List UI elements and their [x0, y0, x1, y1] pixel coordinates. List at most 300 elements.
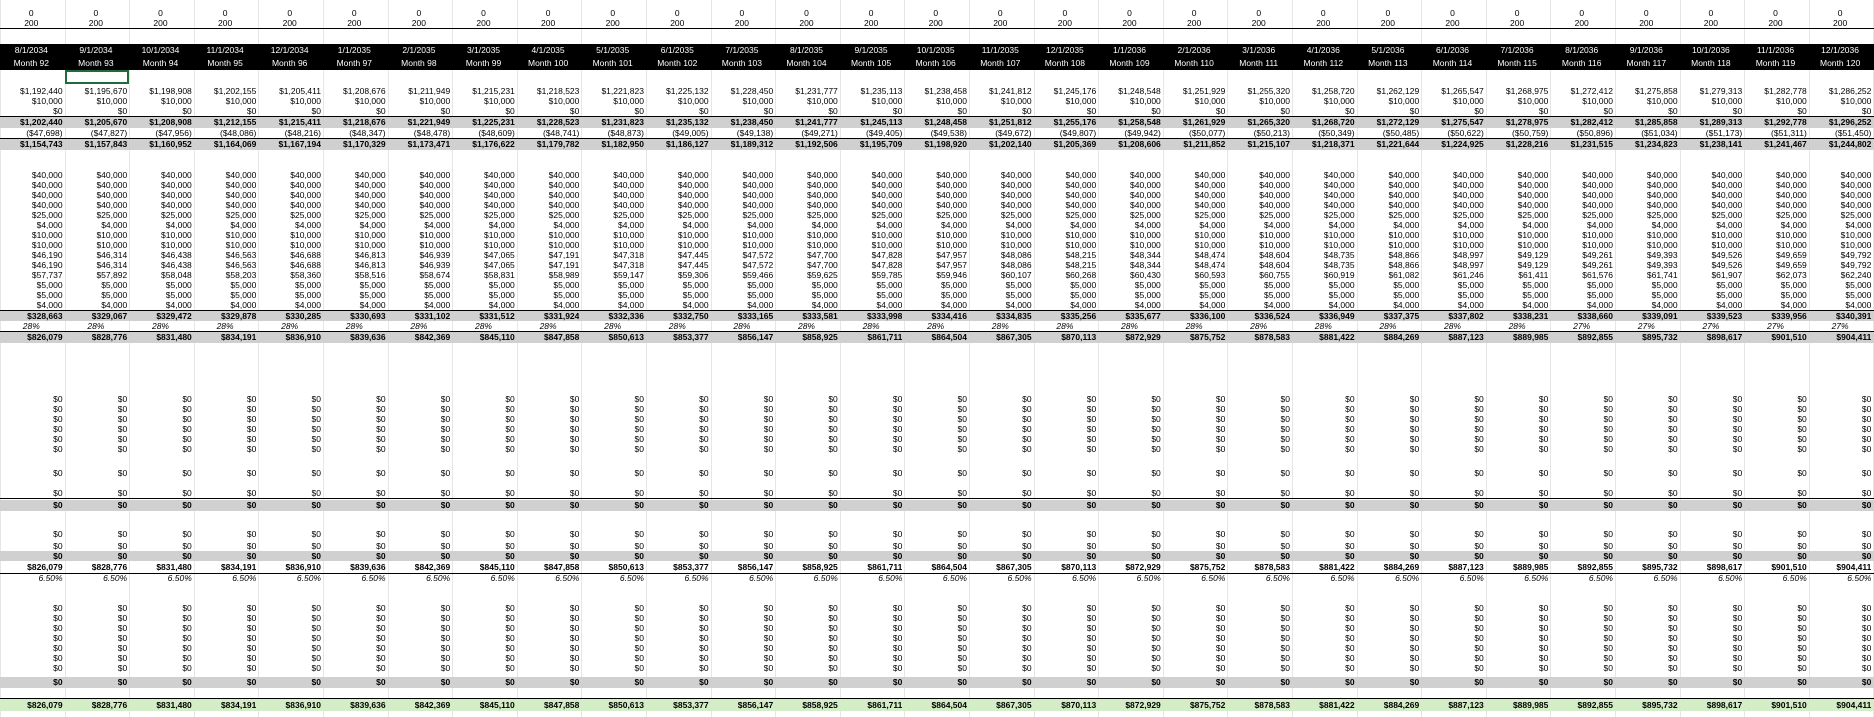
- cell-c40[interactable]: $40,000: [354, 190, 386, 200]
- cell-r_a[interactable]: $10,000: [1000, 96, 1032, 106]
- cell-zero[interactable]: $0: [1086, 551, 1097, 561]
- cell-zero[interactable]: $0: [634, 529, 644, 539]
- cell-c4[interactable]: $4,000: [1845, 220, 1872, 230]
- cell-zero[interactable]: $0: [1861, 414, 1872, 424]
- cell-zero[interactable]: $0: [311, 424, 321, 434]
- cell-zero[interactable]: $0: [763, 663, 774, 673]
- cell-r_rate[interactable]: 6.50%: [1524, 573, 1549, 583]
- cell-r_ebit[interactable]: $864,504: [931, 332, 967, 342]
- cell-zero[interactable]: $0: [117, 663, 128, 673]
- cell-r_ebit[interactable]: $889,985: [1512, 700, 1549, 710]
- cell-r_pct[interactable]: 28%: [216, 321, 234, 331]
- cell-c10[interactable]: $10,000: [161, 240, 192, 250]
- cell-date[interactable]: 3/1/2035: [466, 45, 501, 55]
- cell-r_c1[interactable]: $46,563: [225, 250, 257, 260]
- cell-month[interactable]: Month 120: [1820, 58, 1861, 68]
- cell-zero[interactable]: $0: [376, 613, 386, 623]
- cell-zero[interactable]: $0: [117, 500, 128, 510]
- cell-r_ebit[interactable]: $834,191: [220, 700, 257, 710]
- cell-c40[interactable]: $40,000: [1000, 180, 1032, 190]
- cell-zero[interactable]: $0: [828, 488, 838, 498]
- cell-c25[interactable]: $25,000: [1711, 210, 1743, 220]
- cell-c10[interactable]: $10,000: [290, 240, 321, 250]
- cell-zero[interactable]: $0: [763, 424, 774, 434]
- cell-zero[interactable]: $0: [182, 541, 192, 551]
- cell-c40[interactable]: $40,000: [548, 190, 580, 200]
- cell-r_c2[interactable]: $46,438: [161, 260, 192, 270]
- cell-month[interactable]: Month 96: [271, 58, 308, 68]
- cell-r_neg[interactable]: ($49,405): [866, 128, 903, 138]
- cell-c5[interactable]: $5,000: [1845, 280, 1872, 290]
- cell-zero[interactable]: $0: [440, 488, 451, 498]
- cell-zero[interactable]: $0: [892, 394, 903, 404]
- cell-r_net[interactable]: $1,182,950: [601, 139, 644, 149]
- cell-zero[interactable]: $0: [1345, 623, 1355, 633]
- cell-r_ebit[interactable]: $881,422: [1319, 562, 1355, 572]
- cell-top_days[interactable]: 200: [1057, 18, 1072, 28]
- cell-zero[interactable]: $0: [1345, 529, 1355, 539]
- cell-top_counter[interactable]: 0: [1708, 8, 1714, 18]
- cell-r_tot[interactable]: $1,235,132: [666, 117, 709, 127]
- cell-zero[interactable]: $0: [440, 633, 451, 643]
- cell-c10[interactable]: $10,000: [419, 240, 451, 250]
- cell-r_c1[interactable]: $47,700: [807, 250, 838, 260]
- cell-r_c4[interactable]: $4,000: [1393, 300, 1420, 310]
- cell-r_pct[interactable]: 28%: [539, 321, 557, 331]
- cell-zero[interactable]: $0: [246, 541, 257, 551]
- cell-c40[interactable]: $40,000: [1517, 180, 1549, 190]
- cell-r_b[interactable]: $0: [1022, 106, 1032, 116]
- cell-r_c2[interactable]: $49,792: [1840, 260, 1872, 270]
- cell-c5[interactable]: $5,000: [747, 290, 774, 300]
- cell-c40[interactable]: $40,000: [613, 180, 644, 190]
- cell-zero[interactable]: $0: [376, 643, 386, 653]
- cell-c10[interactable]: $10,000: [1388, 240, 1420, 250]
- cell-zero[interactable]: $0: [1151, 663, 1161, 673]
- cell-c10[interactable]: $10,000: [1582, 240, 1613, 250]
- cell-r_neg[interactable]: ($50,896): [1576, 128, 1613, 138]
- cell-c10[interactable]: $10,000: [1776, 240, 1807, 250]
- cell-zero[interactable]: $0: [246, 623, 257, 633]
- cell-c40[interactable]: $40,000: [161, 180, 192, 190]
- cell-c25[interactable]: $25,000: [225, 210, 257, 220]
- cell-r_neg[interactable]: ($50,213): [1253, 128, 1290, 138]
- cell-r_c2[interactable]: $47,828: [871, 260, 903, 270]
- cell-top_counter[interactable]: 0: [158, 8, 163, 18]
- cell-date[interactable]: 8/1/2034: [14, 45, 48, 55]
- cell-zero[interactable]: $0: [1861, 633, 1872, 643]
- cell-zero[interactable]: $0: [1215, 414, 1226, 424]
- cell-zero[interactable]: $0: [1409, 613, 1420, 623]
- cell-zero[interactable]: $0: [1732, 663, 1743, 673]
- cell-zero[interactable]: $0: [1668, 394, 1678, 404]
- cell-r_c1[interactable]: $48,215: [1065, 250, 1097, 260]
- cell-r_tot[interactable]: $1,212,155: [213, 117, 257, 127]
- cell-c10[interactable]: $10,000: [1776, 230, 1807, 240]
- cell-zero[interactable]: $0: [1603, 653, 1613, 663]
- cell-zero[interactable]: $0: [828, 643, 838, 653]
- cell-r_net[interactable]: $1,238,141: [1699, 139, 1743, 149]
- cell-c25[interactable]: $25,000: [484, 210, 515, 220]
- cell-r_exp[interactable]: $330,693: [350, 311, 386, 321]
- cell-c10[interactable]: $10,000: [1711, 230, 1743, 240]
- cell-zero[interactable]: $0: [1861, 603, 1872, 613]
- cell-c4[interactable]: $4,000: [488, 220, 515, 230]
- cell-r_rate[interactable]: 6.50%: [38, 573, 63, 583]
- cell-zero[interactable]: $0: [117, 488, 128, 498]
- cell-r_c3[interactable]: $59,785: [871, 270, 903, 280]
- cell-r_ebit[interactable]: $828,776: [91, 332, 128, 342]
- cell-r_pct[interactable]: 28%: [281, 321, 299, 331]
- cell-c5[interactable]: $5,000: [1651, 290, 1678, 300]
- cell-r_c1[interactable]: $48,866: [1388, 250, 1420, 260]
- cell-c4[interactable]: $4,000: [1716, 220, 1743, 230]
- cell-r_neg[interactable]: ($49,807): [1059, 128, 1097, 138]
- cell-zero[interactable]: $0: [569, 424, 580, 434]
- cell-c40[interactable]: $40,000: [613, 170, 644, 180]
- cell-r_ebit[interactable]: $853,377: [673, 332, 709, 342]
- cell-r_a[interactable]: $10,000: [936, 96, 967, 106]
- cell-r_c2[interactable]: $47,065: [484, 260, 515, 270]
- cell-r_ebit[interactable]: $856,147: [737, 700, 774, 710]
- cell-month[interactable]: Month 116: [1561, 58, 1602, 68]
- cell-r_c3[interactable]: $60,430: [1130, 270, 1161, 280]
- cell-c40[interactable]: $40,000: [419, 170, 451, 180]
- cell-r_tot[interactable]: $1,296,252: [1828, 117, 1872, 127]
- cell-r_c2[interactable]: $48,344: [1130, 260, 1161, 270]
- cell-r_rate[interactable]: 6.50%: [1718, 573, 1743, 583]
- cell-c5[interactable]: $5,000: [1716, 280, 1743, 290]
- cell-zero[interactable]: $0: [957, 541, 967, 551]
- cell-zero[interactable]: $0: [569, 468, 580, 478]
- cell-r_neg[interactable]: ($51,173): [1705, 128, 1743, 138]
- cell-c10[interactable]: $10,000: [1582, 230, 1613, 240]
- cell-c5[interactable]: $5,000: [1780, 290, 1807, 300]
- cell-zero[interactable]: $0: [1345, 643, 1355, 653]
- cell-zero[interactable]: $0: [892, 623, 903, 633]
- cell-r_neg[interactable]: ($47,698): [26, 128, 63, 138]
- cell-zero[interactable]: $0: [1151, 603, 1161, 613]
- cell-c40[interactable]: $40,000: [871, 200, 903, 210]
- cell-top_counter[interactable]: 0: [674, 8, 680, 18]
- cell-r_b[interactable]: $0: [505, 106, 515, 116]
- cell-zero[interactable]: $0: [53, 541, 63, 551]
- cell-zero[interactable]: $0: [892, 488, 903, 498]
- cell-zero[interactable]: $0: [1797, 677, 1807, 687]
- cell-zero[interactable]: $0: [311, 663, 321, 673]
- cell-zero[interactable]: $0: [634, 677, 644, 687]
- cell-zero[interactable]: $0: [1409, 551, 1420, 561]
- cell-c40[interactable]: $40,000: [1388, 200, 1420, 210]
- cell-r_net[interactable]: $1,231,515: [1570, 139, 1613, 149]
- cell-r_c1[interactable]: $47,957: [936, 250, 967, 260]
- cell-zero[interactable]: $0: [505, 424, 515, 434]
- cell-zero[interactable]: $0: [1474, 653, 1484, 663]
- cell-zero[interactable]: $0: [1280, 677, 1290, 687]
- cell-c40[interactable]: $40,000: [1840, 190, 1872, 200]
- cell-month[interactable]: Month 93: [78, 58, 114, 68]
- cell-zero[interactable]: $0: [763, 529, 774, 539]
- cell-r_ebit[interactable]: $856,147: [737, 562, 774, 572]
- cell-zero[interactable]: $0: [1668, 623, 1678, 633]
- cell-r_base[interactable]: $1,218,523: [536, 86, 580, 96]
- cell-top_counter[interactable]: 0: [545, 8, 551, 18]
- cell-zero[interactable]: $0: [1409, 603, 1420, 613]
- cell-r_ebit[interactable]: $892,855: [1577, 562, 1613, 572]
- cell-c40[interactable]: $40,000: [613, 190, 644, 200]
- cell-c5[interactable]: $5,000: [811, 290, 838, 300]
- cell-zero[interactable]: $0: [440, 394, 451, 404]
- cell-top_counter[interactable]: 0: [1837, 8, 1843, 18]
- cell-c10[interactable]: $10,000: [613, 230, 644, 240]
- cell-zero[interactable]: $0: [1797, 603, 1807, 613]
- cell-zero[interactable]: $0: [634, 541, 644, 551]
- cell-c5[interactable]: $5,000: [1070, 280, 1097, 290]
- cell-top_counter[interactable]: 0: [1256, 8, 1262, 18]
- cell-r_c1[interactable]: $46,688: [290, 250, 321, 260]
- cell-zero[interactable]: $0: [1538, 663, 1549, 673]
- cell-zero[interactable]: $0: [763, 541, 774, 551]
- cell-zero[interactable]: $0: [1668, 677, 1678, 687]
- cell-zero[interactable]: $0: [634, 603, 644, 613]
- cell-r_b[interactable]: $0: [763, 106, 774, 116]
- cell-r_ebit[interactable]: $836,910: [285, 562, 321, 572]
- cell-zero[interactable]: $0: [1151, 529, 1161, 539]
- cell-zero[interactable]: $0: [1345, 468, 1355, 478]
- cell-zero[interactable]: $0: [1797, 500, 1807, 510]
- cell-zero[interactable]: $0: [1345, 663, 1355, 673]
- cell-zero[interactable]: $0: [569, 663, 580, 673]
- cell-month[interactable]: Month 106: [915, 58, 956, 68]
- cell-c40[interactable]: $40,000: [31, 190, 63, 200]
- cell-c40[interactable]: $40,000: [484, 190, 515, 200]
- cell-r_rate[interactable]: 6.50%: [1201, 573, 1226, 583]
- cell-zero[interactable]: $0: [1861, 613, 1872, 623]
- cell-r_c3[interactable]: $58,989: [548, 270, 580, 280]
- cell-c5[interactable]: $5,000: [940, 290, 967, 300]
- cell-zero[interactable]: $0: [957, 623, 967, 633]
- cell-c10[interactable]: $10,000: [225, 240, 257, 250]
- cell-r_b[interactable]: $0: [828, 106, 838, 116]
- cell-zero[interactable]: $0: [1474, 500, 1484, 510]
- cell-zero[interactable]: $0: [1409, 394, 1420, 404]
- cell-top_days[interactable]: 200: [1316, 18, 1331, 28]
- cell-top_days[interactable]: 200: [734, 18, 749, 28]
- cell-zero[interactable]: $0: [182, 551, 192, 561]
- cell-r_a[interactable]: $10,000: [871, 96, 903, 106]
- cell-c25[interactable]: $25,000: [1065, 210, 1097, 220]
- cell-zero[interactable]: $0: [699, 404, 709, 414]
- cell-r_net[interactable]: $1,208,606: [1118, 139, 1161, 149]
- cell-zero[interactable]: $0: [1280, 541, 1290, 551]
- cell-zero[interactable]: $0: [957, 488, 967, 498]
- cell-c4[interactable]: $4,000: [101, 220, 128, 230]
- cell-r_ebit[interactable]: $904,411: [1836, 562, 1872, 572]
- cell-r_c2[interactable]: $47,445: [677, 260, 709, 270]
- cell-r_base[interactable]: $1,272,412: [1570, 86, 1613, 96]
- cell-zero[interactable]: $0: [1668, 541, 1678, 551]
- cell-zero[interactable]: $0: [1345, 424, 1355, 434]
- cell-r_c4[interactable]: $4,000: [940, 300, 967, 310]
- cell-zero[interactable]: $0: [699, 663, 709, 673]
- cell-zero[interactable]: $0: [1797, 424, 1807, 434]
- cell-r_b[interactable]: $0: [440, 106, 451, 116]
- cell-r_pct[interactable]: 28%: [474, 321, 492, 331]
- cell-r_c2[interactable]: $48,474: [1194, 260, 1226, 270]
- cell-zero[interactable]: $0: [1603, 677, 1613, 687]
- cell-zero[interactable]: $0: [117, 404, 128, 414]
- cell-r_ebit[interactable]: $839,636: [350, 562, 386, 572]
- cell-r_c3[interactable]: $62,073: [1776, 270, 1807, 280]
- cell-r_c3[interactable]: $59,306: [677, 270, 709, 280]
- cell-c40[interactable]: $40,000: [1582, 170, 1613, 180]
- cell-c10[interactable]: $10,000: [484, 230, 515, 240]
- cell-date[interactable]: 4/1/2036: [1306, 45, 1340, 55]
- cell-zero[interactable]: $0: [1409, 500, 1420, 510]
- cell-r_ebit[interactable]: $901,510: [1771, 700, 1807, 710]
- cell-zero[interactable]: $0: [1409, 623, 1420, 633]
- cell-c40[interactable]: $40,000: [1711, 180, 1743, 190]
- cell-zero[interactable]: $0: [505, 529, 515, 539]
- cell-r_pct[interactable]: 28%: [22, 321, 40, 331]
- cell-c5[interactable]: $5,000: [1845, 290, 1872, 300]
- cell-zero[interactable]: $0: [699, 643, 709, 653]
- cell-top_counter[interactable]: 0: [933, 8, 939, 18]
- cell-c10[interactable]: $10,000: [677, 240, 709, 250]
- cell-c40[interactable]: $40,000: [225, 200, 257, 210]
- cell-c40[interactable]: $40,000: [548, 200, 580, 210]
- cell-zero[interactable]: $0: [440, 613, 451, 623]
- cell-r_tot[interactable]: $1,215,411: [278, 117, 321, 127]
- cell-month[interactable]: Month 103: [721, 58, 762, 68]
- cell-zero[interactable]: $0: [1603, 424, 1613, 434]
- cell-month[interactable]: Month 105: [851, 58, 892, 68]
- cell-zero[interactable]: $0: [182, 424, 192, 434]
- cell-c40[interactable]: $40,000: [1259, 180, 1290, 190]
- cell-zero[interactable]: $0: [1861, 551, 1872, 561]
- cell-r_a[interactable]: $10,000: [1323, 96, 1355, 106]
- cell-r_base[interactable]: $1,202,155: [213, 86, 257, 96]
- cell-c40[interactable]: $40,000: [484, 200, 515, 210]
- cell-zero[interactable]: $0: [1215, 434, 1226, 444]
- cell-r_b[interactable]: $0: [1474, 106, 1484, 116]
- cell-zero[interactable]: $0: [1538, 414, 1549, 424]
- cell-zero[interactable]: $0: [763, 500, 774, 510]
- cell-r_neg[interactable]: ($48,741): [543, 128, 580, 138]
- cell-c40[interactable]: $40,000: [31, 170, 63, 180]
- cell-date[interactable]: 2/1/2035: [402, 45, 436, 55]
- cell-zero[interactable]: $0: [1668, 653, 1678, 663]
- cell-r_net[interactable]: $1,224,925: [1441, 139, 1484, 149]
- cell-top_days[interactable]: 200: [347, 18, 362, 28]
- cell-zero[interactable]: $0: [1345, 613, 1355, 623]
- cell-r_ebit[interactable]: $826,079: [27, 700, 63, 710]
- cell-zero[interactable]: $0: [1538, 623, 1549, 633]
- cell-c4[interactable]: $4,000: [617, 220, 644, 230]
- cell-c40[interactable]: $40,000: [1453, 190, 1484, 200]
- cell-zero[interactable]: $0: [699, 677, 709, 687]
- cell-top_counter[interactable]: 0: [1450, 8, 1455, 18]
- cell-r_ebit[interactable]: $836,910: [285, 332, 321, 342]
- cell-r_ebit[interactable]: $889,985: [1512, 332, 1549, 342]
- cell-zero[interactable]: $0: [53, 488, 63, 498]
- cell-r_tot[interactable]: $1,208,908: [149, 117, 192, 127]
- cell-zero[interactable]: $0: [440, 603, 451, 613]
- cell-zero[interactable]: $0: [1086, 444, 1097, 454]
- cell-top_days[interactable]: 200: [1639, 18, 1654, 28]
- cell-zero[interactable]: $0: [1603, 603, 1613, 613]
- cell-zero[interactable]: $0: [1345, 488, 1355, 498]
- cell-zero[interactable]: $0: [53, 414, 63, 424]
- cell-month[interactable]: Month 114: [1432, 58, 1473, 68]
- cell-zero[interactable]: $0: [505, 444, 515, 454]
- cell-c10[interactable]: $10,000: [1194, 230, 1226, 240]
- cell-r_exp[interactable]: $337,802: [1448, 311, 1484, 321]
- cell-c5[interactable]: $5,000: [1199, 280, 1226, 290]
- cell-c5[interactable]: $5,000: [1328, 290, 1355, 300]
- cell-r_b[interactable]: $0: [1086, 106, 1097, 116]
- cell-zero[interactable]: $0: [699, 468, 709, 478]
- cell-zero[interactable]: $0: [1668, 404, 1678, 414]
- cell-c40[interactable]: $40,000: [1000, 190, 1032, 200]
- cell-r_rate[interactable]: 6.50%: [1072, 573, 1097, 583]
- cell-zero[interactable]: $0: [440, 434, 451, 444]
- cell-top_counter[interactable]: 0: [804, 8, 809, 18]
- cell-r_a[interactable]: $10,000: [1776, 96, 1807, 106]
- cell-c10[interactable]: $10,000: [354, 240, 386, 250]
- cell-zero[interactable]: $0: [1474, 529, 1484, 539]
- cell-c40[interactable]: $40,000: [1517, 200, 1549, 210]
- cell-c40[interactable]: $40,000: [96, 200, 128, 210]
- cell-zero[interactable]: $0: [1538, 434, 1549, 444]
- cell-r_base[interactable]: $1,235,113: [860, 86, 903, 96]
- cell-r_ebit[interactable]: $867,305: [996, 562, 1032, 572]
- cell-r_a[interactable]: $10,000: [96, 96, 128, 106]
- cell-r_base[interactable]: $1,215,231: [472, 86, 515, 96]
- cell-r_ebit[interactable]: $847,858: [543, 332, 580, 342]
- cell-r_c2[interactable]: $46,813: [354, 260, 386, 270]
- cell-zero[interactable]: $0: [1797, 468, 1807, 478]
- cell-c40[interactable]: $40,000: [1259, 200, 1290, 210]
- cell-r_rate[interactable]: 6.50%: [103, 573, 128, 583]
- cell-r_ebit[interactable]: $834,191: [220, 332, 257, 342]
- cell-r_c3[interactable]: $58,048: [161, 270, 192, 280]
- cell-r_rate[interactable]: 6.50%: [1847, 573, 1872, 583]
- cell-zero[interactable]: $0: [440, 677, 451, 687]
- cell-zero[interactable]: $0: [440, 551, 451, 561]
- cell-date[interactable]: 1/1/2036: [1112, 45, 1147, 55]
- cell-zero[interactable]: $0: [892, 643, 903, 653]
- cell-zero[interactable]: $0: [1474, 613, 1484, 623]
- cell-c4[interactable]: $4,000: [294, 220, 321, 230]
- cell-r_net[interactable]: $1,179,782: [536, 139, 580, 149]
- cell-zero[interactable]: $0: [957, 434, 967, 444]
- cell-zero[interactable]: $0: [1022, 653, 1032, 663]
- cell-c10[interactable]: $10,000: [1453, 230, 1484, 240]
- cell-zero[interactable]: $0: [699, 633, 709, 643]
- cell-c40[interactable]: $40,000: [96, 180, 128, 190]
- cell-c25[interactable]: $25,000: [677, 210, 709, 220]
- cell-c40[interactable]: $40,000: [677, 190, 709, 200]
- cell-r_c1[interactable]: $49,393: [1646, 250, 1678, 260]
- cell-r_rate[interactable]: 6.50%: [1007, 573, 1032, 583]
- cell-zero[interactable]: $0: [440, 424, 451, 434]
- cell-zero[interactable]: $0: [828, 663, 838, 673]
- cell-r_rate[interactable]: 6.50%: [749, 573, 774, 583]
- cell-r_tot[interactable]: $1,248,458: [924, 117, 967, 127]
- cell-zero[interactable]: $0: [763, 468, 774, 478]
- cell-zero[interactable]: $0: [763, 404, 774, 414]
